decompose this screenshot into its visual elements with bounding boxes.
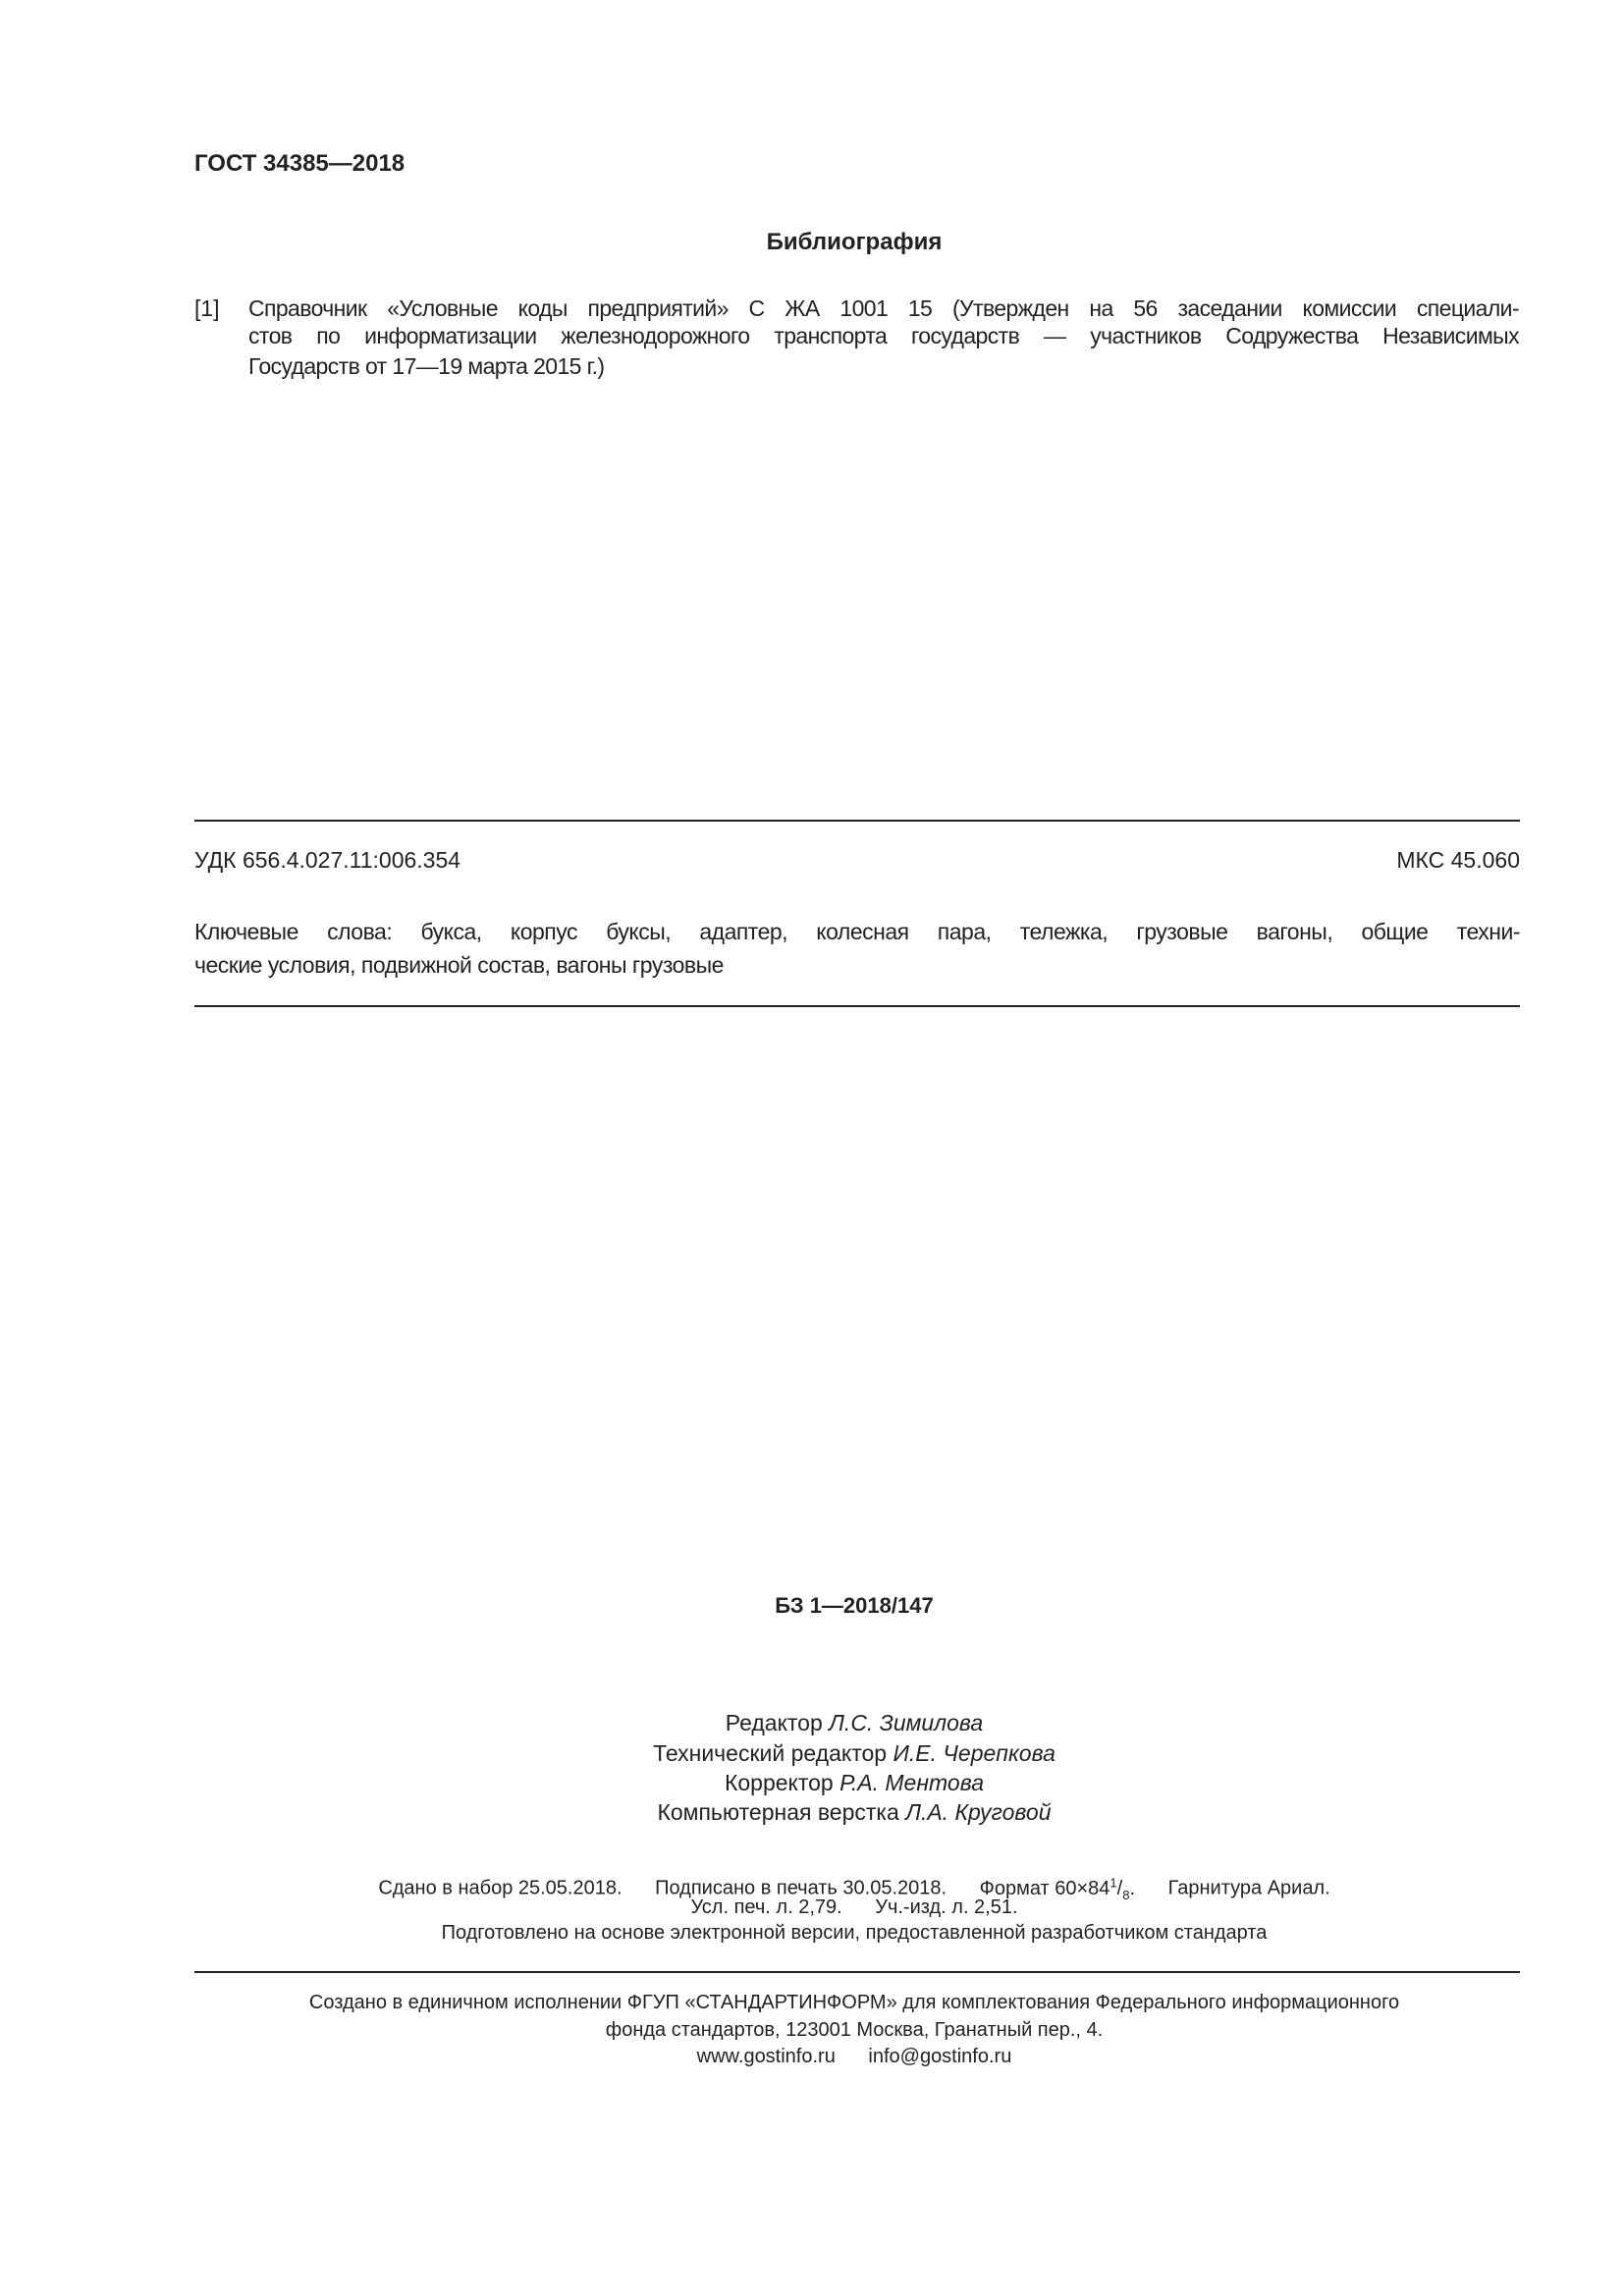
reference-number: [1]	[194, 295, 220, 321]
credit-line	[0, 1740, 1624, 1767]
website-link[interactable]: www.gostinfo.ru	[696, 2046, 836, 2067]
prepared-note: Подготовлено на основе электронной версии, предоставленной разработчиком стандарта	[441, 1922, 1268, 1944]
publishing-sheets: Уч.-изд. л. 2,51.	[875, 1896, 1018, 1918]
reference-line: Государств от 17—19 марта 2015 г.)	[248, 353, 605, 379]
credit-role: Технический редактор	[653, 1740, 888, 1766]
submitted-date: Сдано в набор 25.05.2018.	[378, 1877, 623, 1899]
section-title: Библиография	[766, 229, 943, 255]
email-link[interactable]: info@gostinfo.ru	[868, 2046, 1012, 2067]
credit-role: Корректор	[724, 1770, 834, 1795]
paper-format: Формат $60\times 84^1/_8$.	[979, 1875, 1135, 1902]
typeface: Гарнитура Ариал.	[1167, 1877, 1330, 1899]
credit-role: Редактор	[725, 1710, 823, 1735]
udk-code: УДК 656.4.027.11:006.354	[194, 847, 461, 873]
credit-line	[0, 1710, 1624, 1736]
divider	[194, 1971, 1520, 1973]
credit-role: Компьютерная верстка	[657, 1799, 899, 1825]
bz-number: БЗ 1—2018/147	[775, 1593, 934, 1618]
footer-line: фонда стандартов, 123001 Москва, Гранатный пер., 4.	[605, 2019, 1104, 2041]
sheets-line	[0, 1895, 1624, 1921]
reference-line: Справочник «Условные коды предприятий» С ЖА 1001 15 (Утвержден на 56 заседании комиссии специали-	[248, 295, 1519, 321]
reference-line: стов по информатизации железнодорожного транспорта государств — участников Содружества Независимых	[248, 323, 1519, 348]
footer-contacts	[0, 2044, 1624, 2070]
keywords-line: Ключевые слова: букса, корпус буксы, адаптер, колесная пара, тележка, грузовые вагоны, общие техни-	[194, 919, 1520, 944]
keywords-line: ческие условия, подвижной состав, вагоны грузовые	[194, 952, 724, 978]
signed-date: Подписано в печать 30.05.2018.	[655, 1877, 947, 1899]
document-code: ГОСТ 34385—2018	[194, 150, 406, 177]
credit-name: И.Е. Черепкова	[893, 1740, 1056, 1766]
print-sheets: Усл. печ. л. 2,79.	[690, 1896, 842, 1918]
footer-line: Создано в единичном исполнении ФГУП «СТАНДАРТИНФОРМ» для комплектования Федерального информационного	[308, 1992, 1400, 2013]
credit-name: Р.А. Ментова	[839, 1770, 984, 1795]
credit-name: Л.С. Зимилова	[829, 1710, 984, 1735]
credit-line	[0, 1770, 1624, 1796]
divider	[194, 1005, 1520, 1007]
divider	[194, 820, 1520, 822]
credit-name: Л.А. Круговой	[905, 1799, 1052, 1825]
mks-code: МКС 45.060	[1396, 847, 1520, 873]
credit-line	[0, 1799, 1624, 1826]
